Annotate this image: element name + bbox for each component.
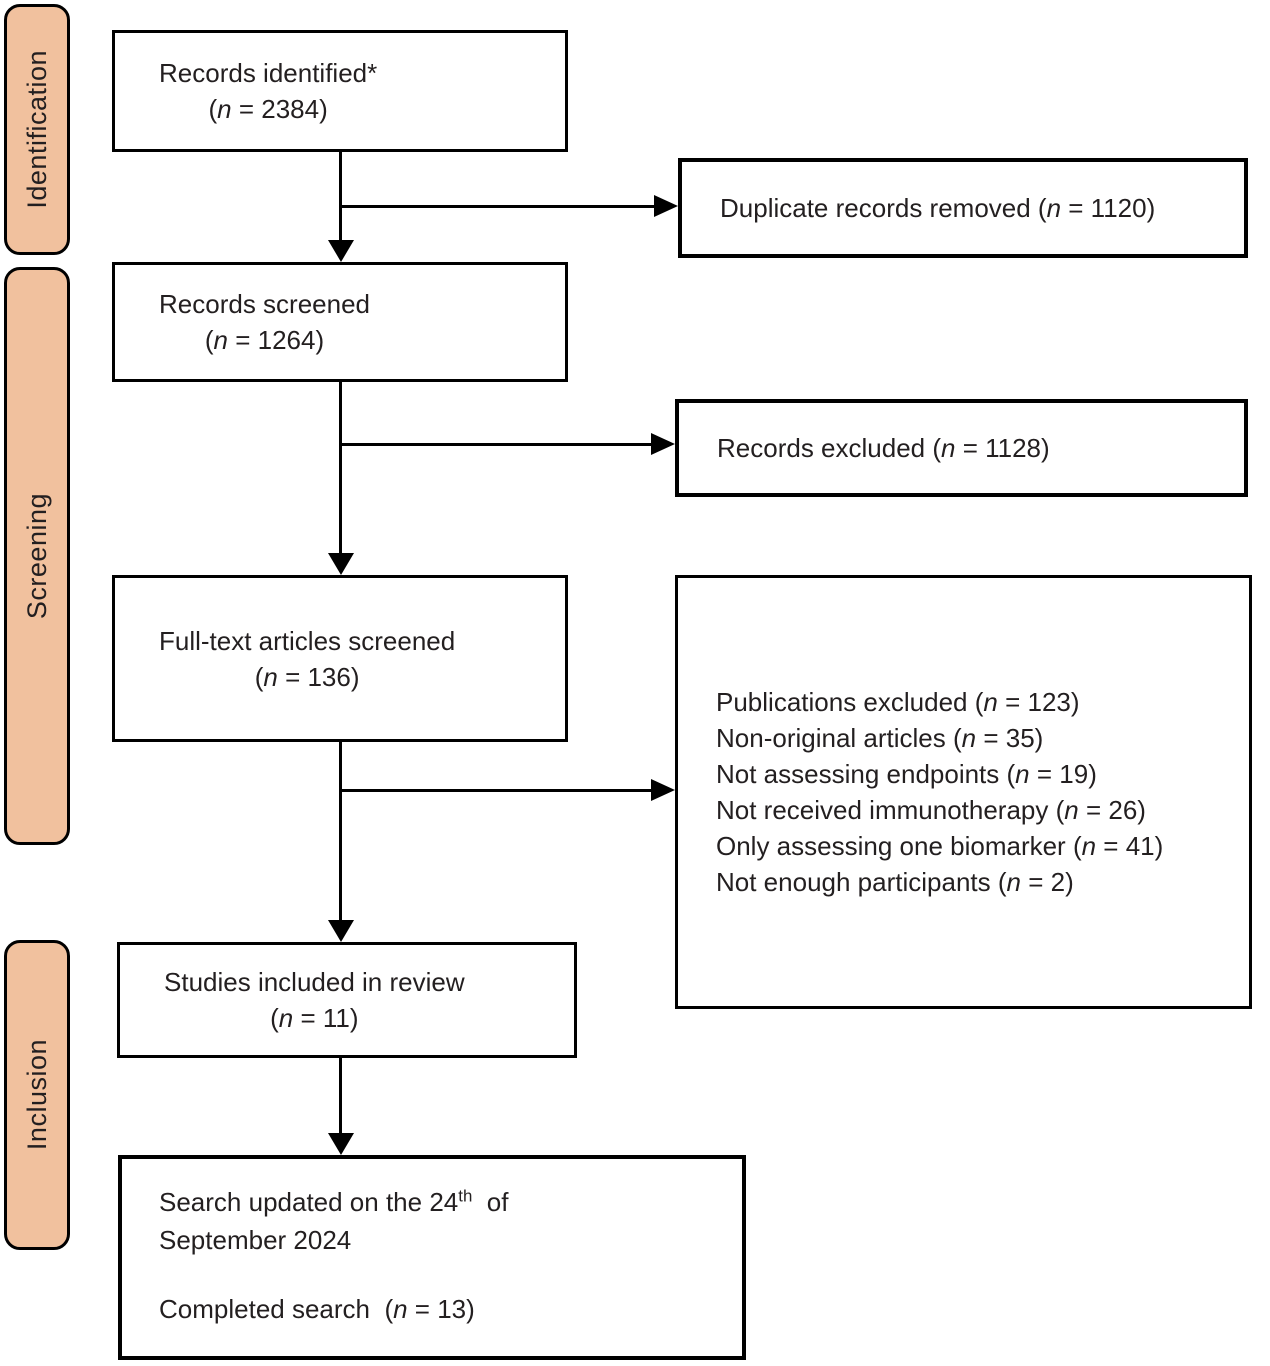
records-identified-line1: Records identified* <box>159 58 378 88</box>
records-identified-count: (n = 2384) <box>208 94 328 124</box>
stage-label-identification: Identification <box>21 50 52 209</box>
stage-label-inclusion: Inclusion <box>21 1039 52 1151</box>
publications-excluded-total: Publications excluded (n = 123) <box>716 687 1080 717</box>
excluded-not-enough-participants: Not enough participants (n = 2) <box>716 867 1074 897</box>
fulltext-screened-line1: Full-text articles screened <box>159 625 456 656</box>
arrow-right-icon <box>651 779 675 801</box>
excluded-one-biomarker: Only assessing one biomarker (n = 41) <box>716 831 1164 861</box>
stage-band-screening <box>4 267 70 845</box>
completed-search-count: Completed search (n = 13) <box>159 1294 475 1324</box>
records-excluded-text: Records excluded (n = 1128) <box>717 433 1050 463</box>
records-screened-line1: Records screened <box>159 289 370 319</box>
connector-screened-to-fulltext <box>339 382 342 554</box>
box-publications-excluded <box>675 575 1252 1009</box>
box-fulltext-screened-text <box>159 623 455 695</box>
excluded-not-assessing-endpoints: Not assessing endpoints (n = 19) <box>716 759 1097 789</box>
connector-to-publications-excluded <box>341 789 651 792</box>
connector-fulltext-to-included <box>339 742 342 921</box>
box-fulltext-screened <box>112 575 568 742</box>
excluded-non-original: Non-original articles (n = 35) <box>716 723 1044 753</box>
stage-label-screening: Screening <box>21 492 52 620</box>
box-records-screened-text <box>159 286 370 358</box>
studies-included-line1: Studies included in review <box>164 967 465 997</box>
box-records-identified <box>112 30 568 152</box>
duplicates-removed-text: Duplicate records removed (n = 1120) <box>720 193 1156 223</box>
box-search-updated-top <box>159 1183 722 1259</box>
box-records-excluded <box>675 399 1248 497</box>
search-updated-line2: September 2024 <box>159 1225 352 1255</box>
records-screened-count: (n = 1264) <box>204 325 325 355</box>
box-studies-included-text <box>164 964 465 1036</box>
arrow-down-icon <box>328 240 354 262</box>
connector-to-duplicates-removed <box>341 205 654 208</box>
arrow-right-icon <box>654 195 678 217</box>
fulltext-screened-count: (n = 136) <box>254 661 360 692</box>
stage-band-inclusion <box>4 940 70 1250</box>
arrow-down-icon <box>328 553 354 575</box>
box-studies-included <box>117 942 577 1058</box>
box-records-screened <box>112 262 568 382</box>
arrow-right-icon <box>651 433 675 455</box>
connector-included-to-search-updated <box>339 1058 342 1134</box>
stage-band-identification <box>4 4 70 255</box>
box-search-updated <box>118 1155 746 1360</box>
excluded-not-received-immunotherapy: Not received immunotherapy (n = 26) <box>716 795 1146 825</box>
box-records-identified-text <box>159 55 377 127</box>
studies-included-count: (n = 11) <box>270 1003 359 1033</box>
connector-identified-to-screened <box>339 152 342 242</box>
box-duplicates-removed <box>678 158 1248 258</box>
arrow-down-icon <box>328 1133 354 1155</box>
search-updated-line1: Search updated on the 24th of <box>159 1186 509 1217</box>
connector-to-records-excluded <box>341 443 651 446</box>
arrow-down-icon <box>328 920 354 942</box>
